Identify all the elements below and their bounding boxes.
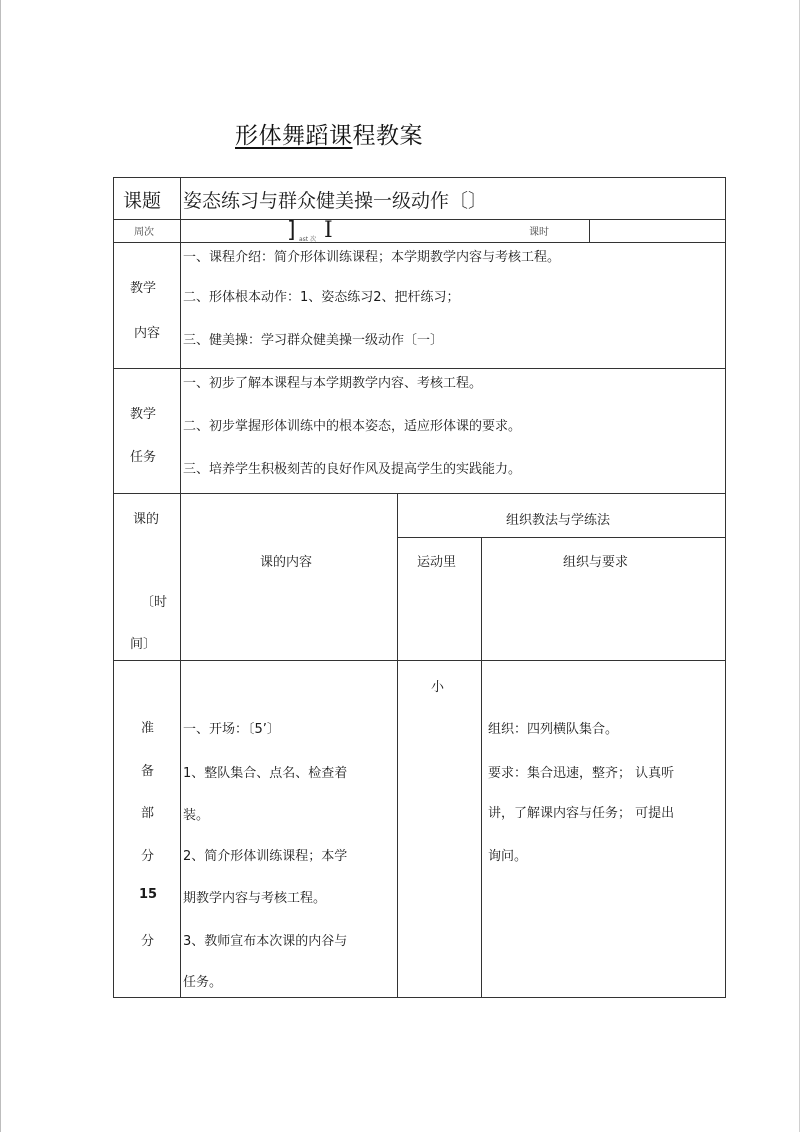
vline bbox=[589, 219, 590, 242]
tasks-line-3: 三、培养学生积极刻苦的良好作风及提高学生的实践能力。 bbox=[183, 462, 522, 477]
section-load: 小 bbox=[431, 680, 445, 695]
tasks-line-1: 一、初步了解本课程与本学期教学内容、考核工程。 bbox=[183, 376, 483, 391]
header-methods-group: 组织教法与学练法 bbox=[506, 513, 611, 528]
tasks-label-1: 教学 bbox=[130, 407, 157, 422]
content-label-1: 教学 bbox=[130, 281, 157, 296]
section-org-line: 询问。 bbox=[488, 849, 528, 864]
page-title bbox=[235, 117, 423, 150]
hline bbox=[397, 537, 726, 538]
vline bbox=[725, 177, 726, 998]
section-content-line: 装。 bbox=[183, 808, 210, 823]
week-mark-2: I bbox=[324, 218, 333, 243]
title-underlined: 形体舞蹈课 bbox=[235, 123, 353, 149]
content-line-1: 一、课程介绍：简介形体训练课程；本学期教学内容与考核工程。 bbox=[183, 250, 561, 265]
topic-label: 课题 bbox=[123, 190, 162, 212]
section-content-line: 2、简介形体训练课程；本学 bbox=[183, 849, 348, 864]
title-rest: 程教案 bbox=[352, 123, 423, 149]
section-content-line: 1、整队集合、点名、检查着 bbox=[183, 766, 348, 781]
tasks-label-2: 任务 bbox=[130, 450, 157, 465]
header-time-a: 课的 bbox=[133, 512, 160, 527]
hline bbox=[113, 368, 726, 369]
week-mark: ] bbox=[287, 218, 296, 243]
section-label-char: 分 bbox=[141, 849, 155, 864]
tasks-line-2: 二、初步掌握形体训练中的根本姿态，适应形体课的要求。 bbox=[183, 419, 522, 434]
header-time-b: 〔时 bbox=[141, 595, 168, 610]
section-org-line: 讲，了解课内容与任务； 可提出 bbox=[488, 806, 675, 821]
section-label-minutes: 15 bbox=[139, 887, 158, 902]
hline bbox=[113, 997, 726, 998]
vline bbox=[113, 177, 114, 998]
vline bbox=[481, 537, 482, 998]
section-label-char: 部 bbox=[141, 806, 155, 821]
hline bbox=[113, 660, 726, 661]
section-content-line: 期教学内容与考核工程。 bbox=[183, 891, 327, 906]
content-line-3: 三、健美操：学习群众健美操一级动作〔一〕 bbox=[183, 333, 444, 348]
week-mark-small: ast 次 bbox=[299, 236, 317, 243]
section-content-line: 一、开场：〔5’〕 bbox=[183, 722, 280, 737]
content-line-2: 二、形体根本动作：1、姿态练习2、把杆练习； bbox=[183, 290, 460, 305]
hours-label: 课时 bbox=[529, 227, 549, 238]
section-label-char: 准 bbox=[141, 721, 155, 736]
hline bbox=[113, 242, 726, 243]
section-label-char: 备 bbox=[141, 764, 155, 779]
hline bbox=[113, 177, 726, 178]
section-content-line: 任务。 bbox=[183, 975, 223, 990]
hline bbox=[113, 493, 726, 494]
content-label-2: 内容 bbox=[134, 326, 161, 341]
section-org-line: 要求：集合迅速，整齐； 认真听 bbox=[488, 766, 675, 781]
hline bbox=[113, 219, 726, 220]
vline bbox=[180, 177, 181, 998]
section-label-char: 分 bbox=[141, 934, 155, 949]
header-org: 组织与要求 bbox=[563, 555, 629, 570]
topic-value: 姿态练习与群众健美操一级动作〔〕 bbox=[183, 190, 488, 212]
header-content: 课的内容 bbox=[260, 555, 313, 570]
vline bbox=[397, 493, 398, 998]
page-left-edge bbox=[0, 0, 1, 1132]
section-org-line: 组织：四列横队集合。 bbox=[488, 722, 619, 737]
header-load: 运动里 bbox=[417, 555, 457, 570]
week-label: 周次 bbox=[134, 227, 154, 238]
section-content-line: 3、教师宣布本次课的内谷与 bbox=[183, 934, 348, 949]
header-time-c: 间〕 bbox=[130, 637, 157, 652]
